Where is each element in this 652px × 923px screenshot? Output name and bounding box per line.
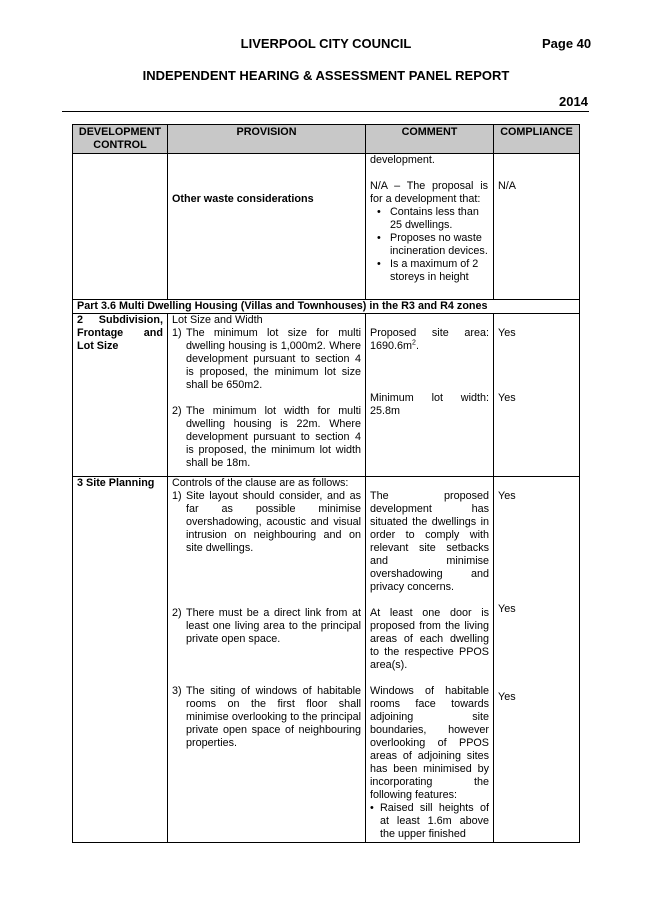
comment-lead: development. — [370, 154, 435, 166]
spacer — [172, 646, 361, 685]
comment-intro: N/A – The proposal is for a development that: — [370, 180, 488, 205]
item-number: 2) — [172, 607, 182, 619]
compliance-value: N/A — [498, 180, 516, 192]
comment-cell — [366, 154, 494, 300]
list-item: • Raised sill heights of at least 1.6m above the upper finished — [380, 802, 489, 841]
item-text: The siting of windows of habitable rooms on the first floor shall minimise overlooking to the principal private open space of neighbouring properties. — [186, 685, 361, 749]
compliance-value: Yes — [498, 691, 516, 703]
item-number: 1) — [172, 490, 182, 502]
col-header-compliance: COMPLIANCE — [494, 125, 580, 154]
control-cell: 3 Site Planning — [73, 477, 168, 843]
compliance-value: Yes — [498, 603, 516, 615]
compliance-cell — [494, 154, 580, 300]
comment-text: The proposed development has situated the dwellings in order to comply with relevant site setbacks and minimise overshadowing and privacy concerns. — [370, 490, 489, 593]
comment-text: At least one door is proposed from the living areas of each dwelling to the respective PPOS area(s). — [370, 607, 489, 671]
comment-cell — [366, 314, 494, 477]
compliance-cell — [494, 477, 580, 843]
item-text: The minimum lot size for multi dwelling housing is 1,000m2. Where development pursuant to section 4 is proposed, the minimum lot size shall be 650m2. — [186, 327, 361, 391]
comment-text: Windows of habitable rooms face towards adjoining site boundaries, however overlooking of PPOS areas of adjoining sites has been minimised by incorporating the following features: — [370, 685, 489, 801]
item-text: There must be a direct link from at least one living area to the principal private open space. — [186, 607, 361, 645]
list-item — [172, 405, 361, 470]
compliance-value: Yes — [498, 490, 516, 502]
council-name: LIVERPOOL CITY COUNCIL — [240, 36, 412, 51]
list-item: • Is a maximum of 2 storeys in height — [390, 258, 488, 284]
comment-cell — [366, 477, 494, 843]
part-heading: Part 3.6 Multi Dwelling Housing (Villas and Townhouses) in the R3 and R4 zones — [73, 300, 580, 314]
comment-text: Minimum lot width: 25.8m — [370, 392, 489, 417]
report-title: INDEPENDENT HEARING & ASSESSMENT PANEL REPORT — [142, 68, 510, 83]
list-item — [172, 327, 361, 392]
col-header-provision: PROVISION — [168, 125, 366, 154]
header-rule — [62, 111, 589, 112]
assessment-table — [72, 124, 580, 843]
item-text: Site layout should consider, and as far as possible minimise overshadowing, acoustic and visual intrusion on neighbouring and on site dwellings. — [186, 490, 361, 554]
item-number: 2) — [172, 405, 182, 417]
comment-bullets — [370, 802, 489, 841]
spacer — [172, 555, 361, 607]
provision-text: Other waste considerations — [172, 193, 314, 205]
provision-heading: Lot Size and Width — [172, 314, 263, 326]
table-row — [73, 314, 580, 477]
superscript: 2 — [412, 339, 416, 347]
part-heading-row — [73, 300, 580, 314]
list-item — [172, 685, 361, 750]
comment-bullets — [370, 206, 488, 284]
list-item: • Contains less than 25 dwellings. — [390, 206, 488, 232]
comment-text — [370, 327, 489, 353]
comment-tail: . — [415, 340, 419, 352]
spacer — [172, 392, 361, 405]
provision-cell — [168, 477, 366, 843]
control-cell: 2 Subdivision, Frontage and Lot Size — [73, 314, 168, 477]
compliance-cell — [494, 314, 580, 477]
item-number: 3) — [172, 685, 182, 697]
compliance-value: Yes — [498, 327, 516, 339]
table-header-row — [73, 125, 580, 154]
list-item — [172, 490, 361, 555]
col-header-comment: COMMENT — [366, 125, 494, 154]
comment-main: Proposed site area: 1690.6m — [370, 327, 489, 352]
page-number: Page 40 — [542, 36, 592, 51]
list-item — [172, 607, 361, 646]
item-text: The minimum lot width for multi dwelling housing is 22m. Where development pursuant to section 4 is proposed, the minimum lot width shall be 18m. — [186, 405, 361, 469]
provision-cell — [168, 314, 366, 477]
table-row — [73, 154, 580, 300]
provision-heading: Controls of the clause are as follows: — [172, 477, 349, 489]
report-year: 2014 — [559, 94, 588, 109]
table-row — [73, 477, 580, 843]
control-cell — [73, 154, 168, 300]
list-item: • Proposes no waste incineration devices. — [390, 232, 488, 258]
col-header-control: DEVELOPMENT CONTROL — [73, 125, 168, 154]
provision-list — [172, 490, 361, 750]
provision-cell — [168, 154, 366, 300]
provision-list — [172, 327, 361, 470]
item-number: 1) — [172, 327, 182, 339]
compliance-value: Yes — [498, 392, 516, 404]
